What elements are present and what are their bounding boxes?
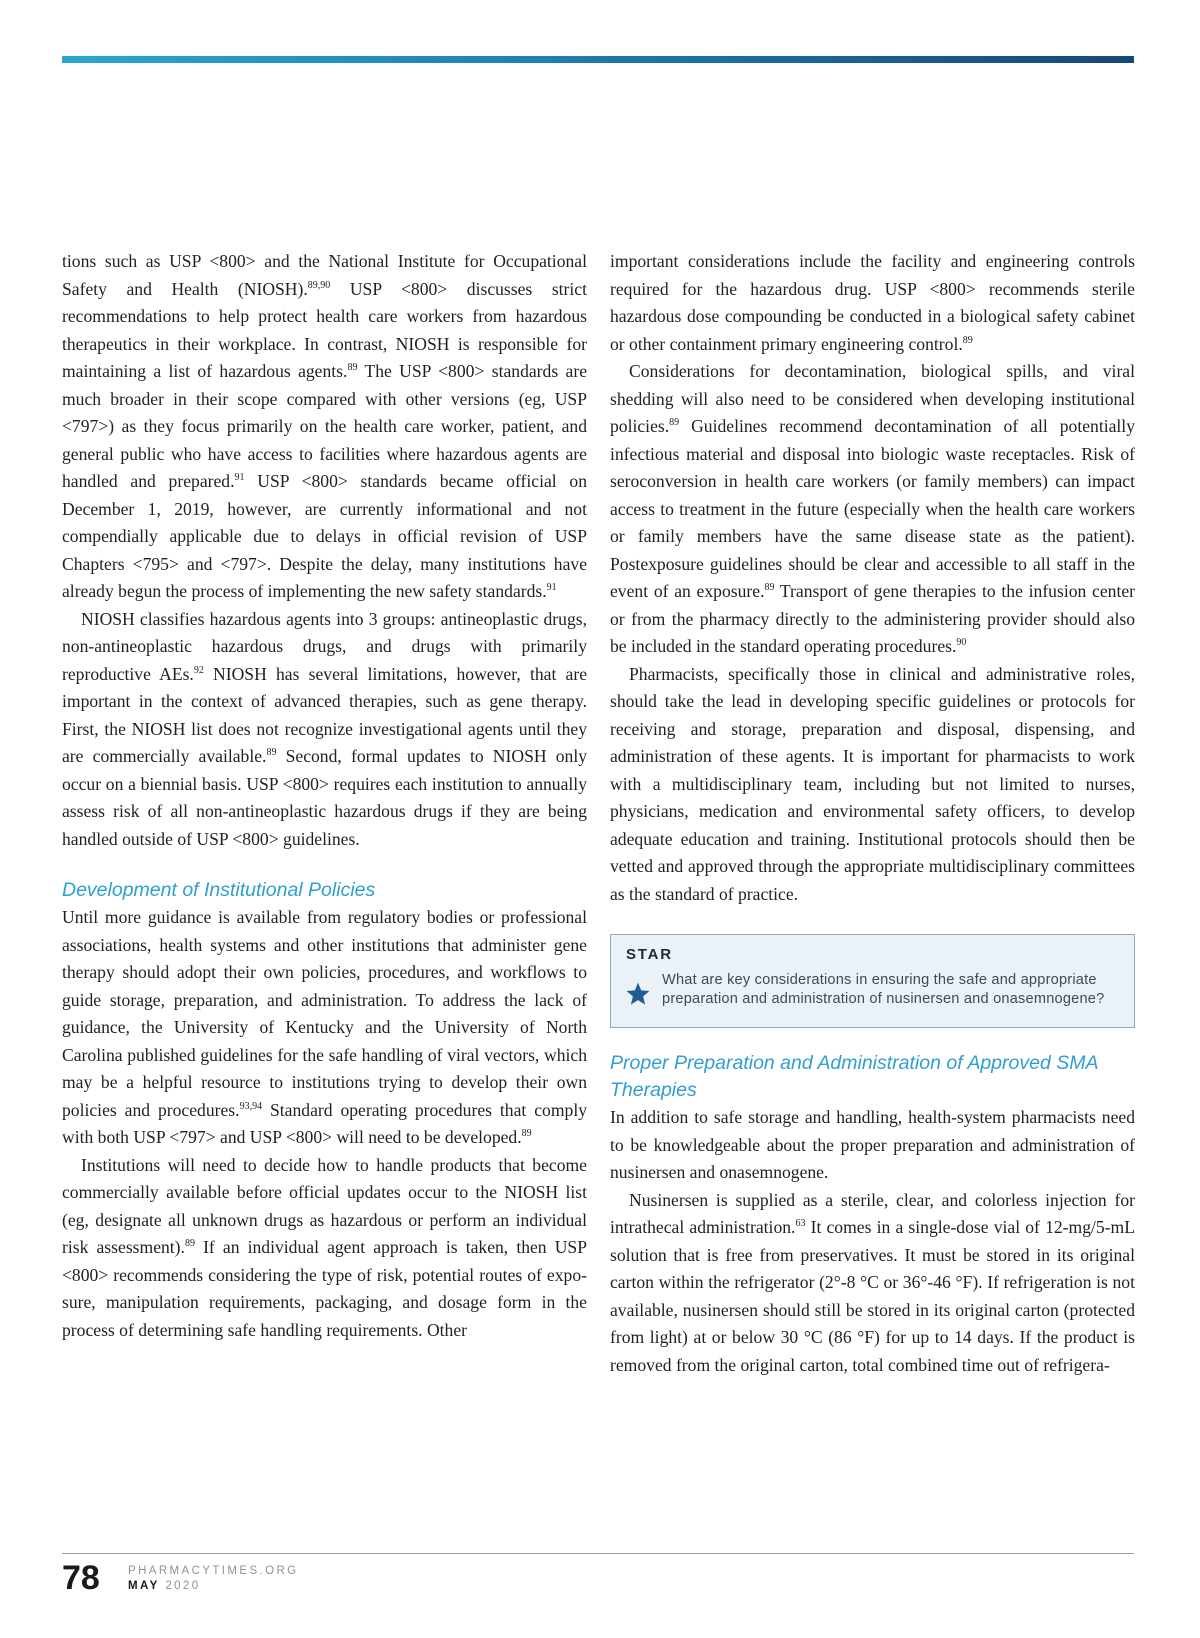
section-heading: Development of Institutional Policies — [62, 879, 376, 901]
star-callout-question: What are key considerations in ensuring the safe and appropriate preparation and administration of nusinersen and onasemnogene? — [662, 972, 1105, 1007]
body-paragraph: In addition to safe storage and handling, health-system pharmacists need to be knowledgeable about the proper preparation and administration of nusinersen and onasemnogene. — [610, 1107, 1135, 1182]
reference-superscript: 91 — [546, 582, 557, 593]
left-column — [62, 248, 587, 1344]
body-paragraph: Until more guidance is available from regulatory bodies or professional associations, health systems and other institutions that administer gene therapy should adopt their own policies, procedures, and workflows to guide storage, preparation, and administration. To address the lack of guidance, the University of Kentucky and the University of North Carolina published guidelines for the safe handling of viral vectors, which may be a helpful resource to institutions trying to develop their own policies and procedures.$^{93,94}$ Standard operating procedures that comply with both USP <797> and USP <800> will need to be developed.$^{89}$ — [62, 907, 588, 1147]
star-callout-box — [610, 934, 1135, 1028]
page-number: 78 — [62, 1559, 100, 1597]
reference-superscript: 89 — [184, 1238, 195, 1249]
header-accent-bar — [62, 56, 1134, 63]
right-column — [610, 248, 1135, 1379]
reference-superscript: 93,94 — [239, 1100, 263, 1112]
body-paragraph: NIOSH classifies hazardous agents into 3 groups: antineoplastic drugs, non-antineoplastic hazardous drugs, and drugs with primarily reproductive AEs.$^{92}$ NIOSH has several limitations, however, that are important in the context of advanced therapies, such as gene therapy. First, the NIOSH list does not recognize investigational agents until they are commercially available.$^{89}$ Second, formal updates to NIOSH only occur on a biennial basis. USP <800> requires each institution to annually assess risk of all non-antineoplastic hazardous drugs if they are being handled outside of USP <800> guidelines. — [62, 608, 588, 849]
body-paragraph: Pharmacists, specifically those in clinical and administrative roles, should take the lead in developing specific guidelines or protocols for receiving and storage, preparation and disposal, dispensing, and administration of these agents. It is important for pharmacists to work with a multidisciplinary team, including but not limited to nurses, physicians, medication and environmental safety officers, to develop adequate education and training. Institutional protocols should then be vetted and approved through the appropriate multidisciplinary committees as the standard of practice. — [610, 663, 1135, 904]
reference-superscript: 89 — [669, 417, 680, 428]
publication-issue — [128, 1579, 299, 1594]
body-paragraph: Institutions will need to decide how to handle products that become commercially available before official updates occur to the NIOSH list (eg, designate all unknown drugs as hazardous or perform an individual risk assessment).$^{89}$ If an individual agent approach is taken, then USP <800> recommends considering the type of risk, potential routes of exposure, manipulation requirements, packaging, and dosage form in the process of determining safe handling requirements. Other — [62, 1154, 587, 1340]
star-icon — [625, 981, 651, 1007]
body-paragraph: important considerations include the facility and engineering controls required for the hazardous drug. USP <800> recommends sterile hazardous dose compounding be conducted in a biological safety cabinet or other containment primary engineering control.$^{89}$ — [610, 251, 1135, 354]
reference-superscript: 89 — [266, 747, 277, 758]
reference-superscript: 91 — [234, 472, 245, 483]
body-paragraph: tions such as USP <800> and the National Institute for Occupational Safety and Health (NIOSH).$^{89,90}$ USP <800> discusses strict recommendations to help protect health care workers from hazardous therapeutics in their workplace. In contrast, NIOSH is responsible for maintaining a list of hazardous agents.$^{89}$ The USP <800> standards are much broader in their scope compared with other versions (eg, USP <797>) as they focus primarily on the health care worker, patient, and general public who have access to facilities where hazardous agents are handled and prepared.$^{91}$ USP <800> standards became official on December 1, 2019, however, are currently informational and not compendially applicable due to delays in official revision of USP Chapters <795> and <797>. Despite the delay, many institutions have already begun the process of implementing the new safety standards.$^{91}$ — [62, 251, 587, 601]
footer-divider — [62, 1553, 1134, 1554]
reference-superscript: 63 — [795, 1218, 806, 1229]
reference-superscript: 92 — [193, 664, 204, 676]
reference-superscript: 89 — [764, 582, 775, 593]
section-heading: Proper Preparation and Administration of Approved SMA Therapies — [610, 1052, 1098, 1101]
publication-site: PHARMACYTIMES.ORG — [128, 1565, 299, 1577]
star-callout-row — [625, 971, 1120, 1009]
body-paragraph: Considerations for decontamination, biological spills, and viral shedding will also need to be considered when developing institutional policies.$^{89}$ Guidelines recommend decontamination of all potentially infectious material and disposal into biologic waste receptacles. Risk of seroconversion in health care workers (or family members) can impact access to treatment in the future (especially when the health care workers or family members have the same disease state as the patient). Postexposure guidelines should be clear and accessible to all staff in the event of an exposure.$^{89}$ Transport of gene therapies to the infusion center or from the pharmacy directly to the administering provider should also be included in the standard operating procedures.$^{90}$ — [610, 361, 1136, 656]
body-paragraph: Nusinersen is supplied as a sterile, clear, and colorless injection for intrathecal administration.$^{63}$ It comes in a single-dose vial of 12-mg/5-mL solution that is free from preservatives. It must be stored in its original carton within the refrigerator (2°-8 °C or 36°-46 °F). If refrigeration is not available, nusinersen should still be stored in its original carton (protected from light) at or below 30 °C (86 °F) for up to 14 days. If the product is removed from the original carton, total combined time out of refrigera- — [610, 1189, 1135, 1375]
reference-superscript: 89 — [521, 1128, 532, 1139]
publication-info — [128, 1564, 299, 1594]
reference-superscript: 89 — [347, 362, 358, 373]
issue-year: 2020 — [165, 1580, 201, 1592]
reference-superscript: 89,90 — [307, 279, 331, 291]
reference-superscript: 89 — [962, 334, 973, 346]
star-callout-label: STAR — [626, 946, 673, 963]
reference-superscript: 90 — [956, 637, 967, 648]
issue-month: MAY — [128, 1580, 160, 1592]
